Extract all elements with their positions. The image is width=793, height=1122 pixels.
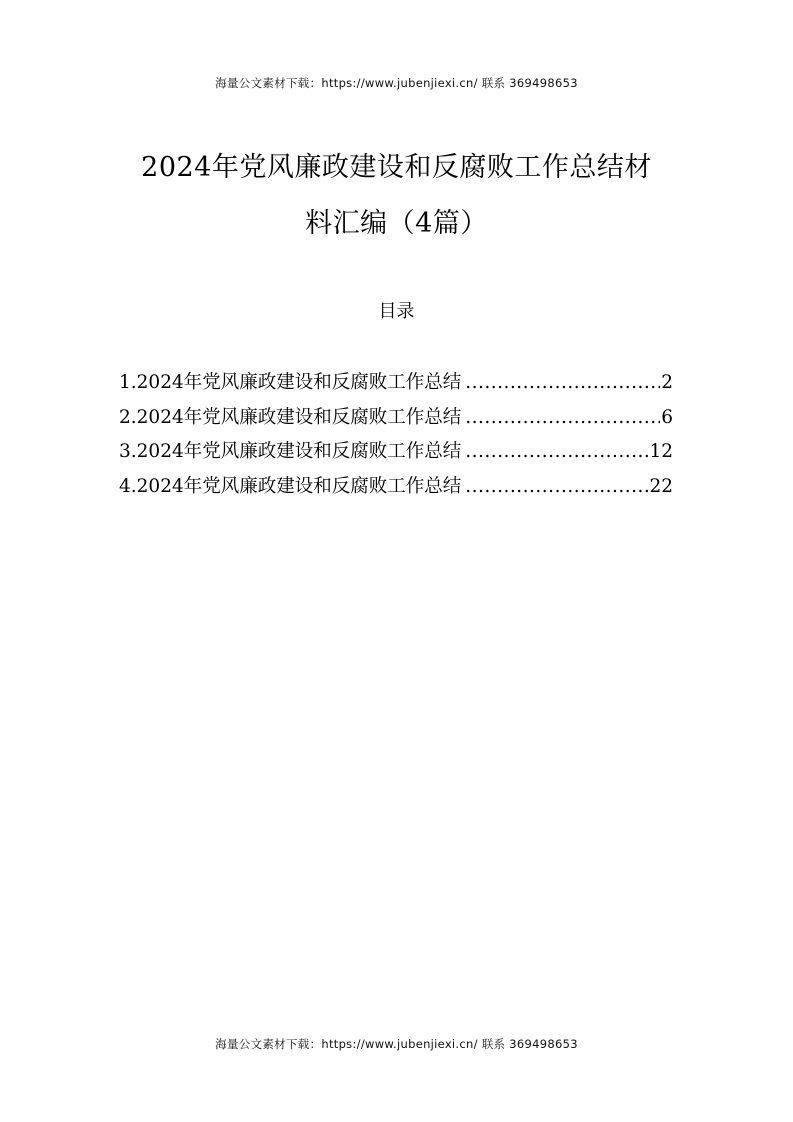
toc-entry[interactable]: [119, 472, 673, 507]
toc-entry-page: 12: [649, 441, 673, 462]
toc-entry-page: 6: [661, 406, 673, 428]
toc-entry-page: 22: [649, 475, 673, 497]
document-title-line-1: 2024年党风廉政建设和反腐败工作总结材: [141, 152, 652, 183]
toc-leader-dots: [465, 372, 660, 393]
toc-heading: 目录: [378, 301, 415, 322]
toc-entry-label: 3.2024年党风廉政建设和反腐败工作总结: [119, 441, 462, 462]
page-header: 海量公文素材下载：https://www.jubenjiexi.cn/ 联系 369498653: [215, 76, 578, 90]
toc-entry[interactable]: [119, 437, 673, 472]
toc-entry-label: 4.2024年党风廉政建设和反腐败工作总结: [119, 475, 462, 497]
toc-entry[interactable]: [119, 368, 673, 403]
document-title: [110, 140, 683, 252]
document-title-line-2: 料汇编（4篇）: [305, 208, 488, 239]
toc-leader-dots: [465, 441, 648, 462]
toc-leader-dots: [465, 476, 648, 497]
table-of-contents: [119, 368, 673, 506]
page-footer: 海量公文素材下载：https://www.jubenjiexi.cn/ 联系 369498653: [215, 1037, 578, 1051]
toc-entry-label: 1.2024年党风廉政建设和反腐败工作总结: [119, 372, 462, 393]
toc-entry-page: 2: [661, 372, 673, 393]
toc-leader-dots: [465, 407, 660, 428]
toc-entry[interactable]: [119, 403, 673, 438]
toc-entry-label: 2.2024年党风廉政建设和反腐败工作总结: [119, 406, 462, 428]
